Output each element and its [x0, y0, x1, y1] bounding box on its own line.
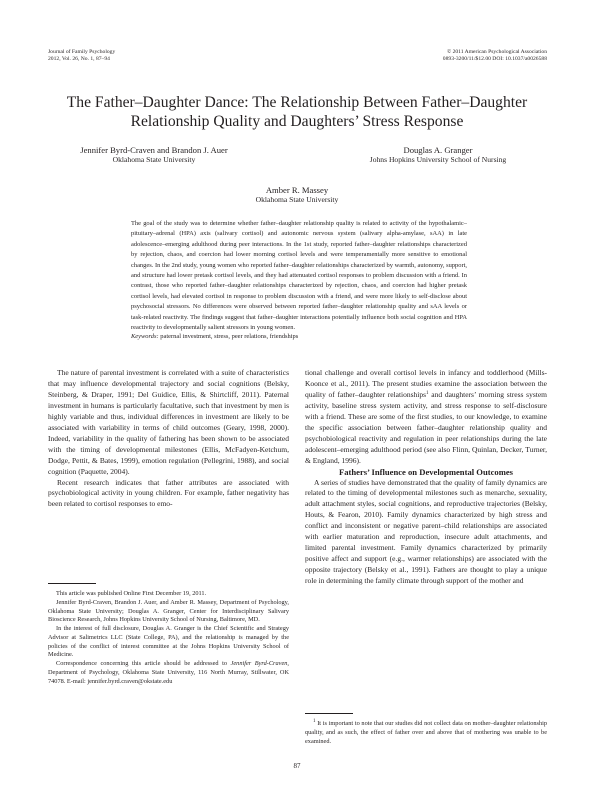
paragraph-text: and daughters’ morning stress system activity, baseline stress system activity, and stress response to self-disclosure with a friend. These are some of the first studies, to our knowledge, to examine the specific association between father–daughter relationship quality and psychobiological reactivity and regulation in peer relationships during the late adolescent–emerging adulthood period (see also Flinn, Quinlan, Decker, Turner, & England, 1996).	[305, 389, 547, 465]
author-affiliation: Oklahoma State University	[112, 155, 196, 164]
author-names: Jennifer Byrd-Craven and Brandon J. Auer	[80, 145, 228, 155]
keywords	[131, 332, 467, 341]
author-block-2	[322, 145, 554, 164]
keywords-label: Keywords:	[131, 333, 159, 340]
doi-line: 0893-3200/11/$12.00 DOI: 10.1037/a0026588	[442, 56, 547, 62]
abstract: The goal of the study was to determine whether father–daughter relationship quality is related to activity of the hypothalamic–pituitary–adrenal (HPA) axis (salivary cortisol) and autonomic nervous system (salivary alpha-amylase, sAA) in late adolescence–emerging adulthood during peer interactions. In the 1st study, reported father–daughter relationships characterized by rejection, chaos, and coercion had lower morning cortisol levels and were temperamentally more sensitive to emotional changes. In the 2nd study, young women who reported father–daughter relationships characterized by warmth, autonomy, support, and structure had lower pretask cortisol levels, and they had attenuated cortisol responses to problem discussion with a friend. In contrast, those who reported father–daughter relationships characterized by rejection, chaos, and coercion had higher pretask cortisol levels, had elevated cortisol in response to problem discussion with a friend, and were more likely to self-disclose about psychosocial stressors. No differences were observed between reported father–daughter relationship quality and sAA levels or task-related reactivity. The findings suggest that father–daughter interactions potentially influence both social cognition and HPA reactivity to developmentally salient stressors in young women.	[131, 220, 467, 332]
title-line-2: Relationship Quality and Daughters’ Stress Response	[130, 113, 464, 130]
paragraph-text: tional challenge and overall cortisol levels in infancy and toddlerhood (Mills-Koonce et al., 2011). The present studies examine the association between the quality of father–daughter relationships	[305, 368, 547, 399]
footnote: This article was published Online First December 19, 2011.	[56, 590, 207, 597]
section-heading: Fathers’ Influence on Developmental Outcomes	[338, 466, 514, 477]
footnote: Jennifer Byrd-Craven, Brandon J. Auer, and Amber R. Massey, Department of Psychology, Oklahoma State University; Douglas A. Granger, Center for Interdisciplinary Salivary Bioscience Research, Johns Hopkins University School of Nursing, Baltimore, MD.	[48, 598, 289, 624]
keywords-list: paternal investment, stress, peer relations, friendships	[160, 333, 299, 340]
journal-info	[48, 49, 115, 63]
author-affiliation: Johns Hopkins University School of Nursing	[369, 155, 507, 164]
footnote: $^1$ It is important to note that our studies did not collect data on mother–daughter relationship quality, and as such, the effect of father over and above that of mothering was unable to be examined.	[305, 719, 547, 745]
footnote-rule	[48, 583, 96, 584]
body-paragraph: The nature of parental investment is correlated with a suite of characteristics that may influence developmental trajectory and social cognitions (Belsky, Steinberg, & Draper, 1991; Del Guidice, Ellis, & Shirtcliff, 2011). Paternal investment in humans is particularly facultative, such that investment by men is highly variable and thus, individual differences in investment are likely to be associated with variability in terms of child outcomes (Geary, 1998, 2000). Indeed, variability in the quality of fathering has been shown to be associated with the timing of developmental milestones (Ellis, McFadyen-Ketchum, Dodge, Pettit, & Bates, 1999), emotion regulation (Pellegrini, 1988), and social cognition (Paquette, 2004).	[48, 368, 289, 476]
author-affiliation: Oklahoma State University	[255, 195, 339, 204]
body-paragraph	[305, 368, 547, 467]
author-names: Douglas A. Granger	[403, 145, 473, 155]
copyright-info	[443, 49, 547, 63]
footnotes-left	[48, 590, 289, 686]
footnote-number: 1	[313, 719, 316, 724]
title-line-1: The Father–Daughter Dance: The Relationship Between Father–Daughter	[66, 94, 528, 111]
body-paragraph: A series of studies have demonstrated that the quality of family dynamics are related to the timing of developmental milestones such as menarche, sexuality, adult attachment styles, social cognitions, and reproductive trajectories (Belsky, Houts, & Fearon, 2010). Family dynamics characterized by high stress and conflict and inconsistent or negative parent–child relationships are associated with earlier maturation and reproduction, insecure adult attachments, and limited parental investment. Family dynamics characterized by primarily positive affect and support (e.g., warmer relationships) are associated with the opposite trajectory (Belsky et al., 1991). Fathers are thought to play a unique role in determining the family climate through support of the mother and	[305, 477, 547, 586]
footnote-right	[305, 720, 547, 746]
author-names: Amber R. Massey	[265, 185, 329, 195]
footnote: In the interest of full disclosure, Douglas A. Granger is the Chief Scientific and Strategy Advisor at Salimetrics LLC (State College, PA), and the relationship is managed by the policies of the conflict of interest committee at the Johns Hopkins University School of Medicine.	[48, 625, 289, 659]
footnote-correspondence: Correspondence concerning this article should be addressed to Jennifer Byrd-Craven, Department of Psychology, Oklahoma State University, 116 North Murray, Stillwater, OK 74078. E-mail: jennifer.byrd.craven@okstate.edu	[48, 660, 289, 685]
page-number: 87	[293, 762, 301, 770]
article-title	[40, 93, 554, 131]
footnote-marker: 1	[426, 390, 429, 396]
journal-name: Journal of Family Psychology	[48, 49, 116, 55]
body-column-left	[48, 368, 289, 510]
journal-volume: 2012, Vol. 26, No. 1, 87–94	[48, 56, 110, 62]
author-block-1	[44, 145, 264, 164]
body-column-right	[305, 368, 547, 587]
copyright-notice: © 2011 American Psychological Association	[446, 49, 547, 55]
footnote-rule	[305, 713, 353, 714]
author-block-3	[197, 185, 397, 204]
body-paragraph: Recent research indicates that father attributes are associated with psychobiological activity in young children. For example, father negativity has been related to cortisol responses to emo-	[48, 477, 289, 509]
corresponding-author: Jennifer Byrd-Craven	[230, 660, 288, 667]
